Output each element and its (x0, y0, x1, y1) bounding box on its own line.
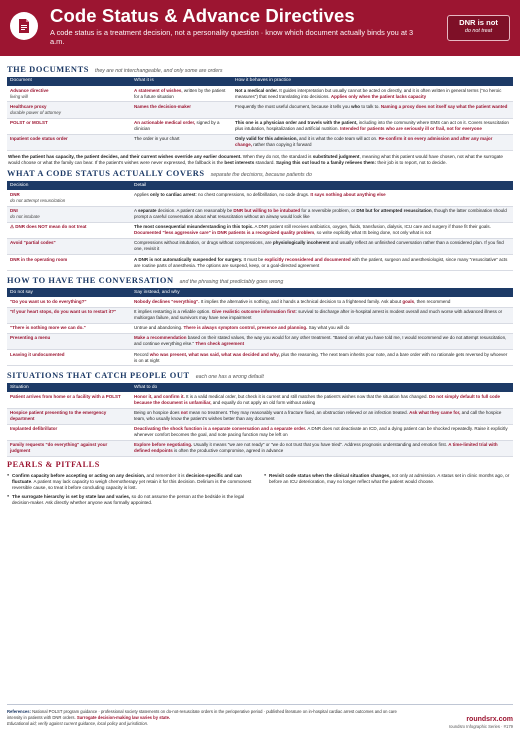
cell-text: and call the hospice team, who usually know the patient's wishes better than any document (134, 410, 502, 422)
pearl-item (7, 473, 256, 492)
table-cell (131, 333, 513, 349)
cell-text: and it is what the code team will act on. (297, 136, 379, 142)
cell-text: based on their stated values, the way you would for any other treatment. (186, 335, 333, 341)
cell-text: rather than copying it forward (252, 142, 312, 148)
row-sublabel: do not intubate (10, 214, 40, 220)
cell-text: An actionable medical order, (134, 120, 196, 126)
row-label: Inpatient code status order (10, 136, 68, 142)
document-icon (10, 12, 38, 40)
note-text: standard. (254, 160, 276, 166)
table-row (7, 255, 513, 271)
table-row (7, 102, 513, 118)
cell-text: explicitly reconsidered and documented (264, 256, 351, 262)
cell-text: Intended for patients who are seriously ill or frail, not for everyone (340, 126, 482, 132)
table-cell (131, 206, 513, 222)
table-cell (131, 424, 513, 440)
cell-text: : survival to discharge after in-hospital arrest is modest overall and much worse with advanced illness or multiorgan failure, and survivors may have new impairment (134, 309, 503, 321)
cell-text: This one is a physician order and travels with the patient, (235, 120, 358, 126)
cell-text: , then recommend (414, 298, 451, 304)
cell-text: plus the reasoning. The next team inherits your note, and a bare order with no rationale gets reversed by whoever is on at night (134, 351, 508, 363)
table-cell (131, 392, 513, 408)
cell-text: A (134, 208, 139, 214)
references (7, 709, 402, 730)
section-heading: WHAT A CODE STATUS ACTUALLY COVERS (7, 169, 205, 179)
section-heading: THE DOCUMENTS (7, 65, 90, 74)
cell-text: goals (402, 298, 415, 304)
dnr-callout-badge (447, 15, 510, 41)
cell-text: Re-confirm it on every admission and after any major change, (235, 136, 493, 148)
pearl-item (264, 473, 513, 485)
table-row (7, 86, 513, 102)
table-cell (7, 323, 131, 333)
row-label: Avoid "partial codes" (10, 240, 56, 246)
cell-text: There is always symptom control, presence and planning. (183, 325, 308, 331)
cell-text: and equally do not apply an old form without asking (211, 399, 316, 405)
page-subtitle: A code status is a treatment decision, not a personality question · know which document actually binds you at 3 a.m. (50, 28, 414, 47)
section-subheading: each one has a wrong default (195, 374, 264, 381)
header-banner (0, 0, 520, 56)
column-header: How it behaves in practice (232, 77, 513, 86)
situation-label: Patient arrives from home or a facility with a POLST (10, 394, 121, 399)
section-heading: SITUATIONS THAT CATCH PEOPLE OUT (7, 371, 190, 381)
cell-text: It must be (242, 256, 265, 262)
cell-text: Deactivating the shock function is a separate conversation and a separate order. (134, 426, 307, 432)
cell-text: , though the latter combination should prompt a careful conversation about what resuscitation without an airway would look like (134, 208, 507, 220)
cell-text: who was present, what was said, what was decided and why, (149, 351, 280, 357)
table-row (7, 350, 513, 366)
table-cell (7, 134, 131, 150)
cell-text: only to cardiac arrest (150, 192, 196, 197)
covers-table (7, 181, 513, 271)
cell-text: A time-limited trial with defined endpoints (134, 442, 498, 454)
cell-text: Names the decision-maker (134, 103, 192, 109)
table-cell (232, 102, 513, 118)
table-cell (7, 424, 131, 440)
table-row (7, 134, 513, 150)
cell-text: , so write explicitly what IS being done, not only what is not (314, 230, 432, 236)
cell-text: Applies only when the patient lacks capacity (330, 93, 427, 99)
table-cell (131, 307, 513, 323)
cell-text: Ask what they came for, (409, 410, 461, 416)
table-row (7, 323, 513, 333)
column-header: What to do (131, 383, 513, 392)
pearl-item (7, 494, 256, 506)
cell-text: Then check agreement (195, 341, 245, 347)
cell-text: Revisit code status when the clinical situation changes, (269, 472, 391, 478)
cell-text: decision. A patient can reasonably be (156, 208, 234, 214)
cell-text: "Based on what you have told me, I would recommend we do not attempt resuscitation, and continue everything else." (134, 335, 507, 347)
column-header: Do not say (7, 288, 131, 297)
cell-text: DNI but for attempted resuscitation (356, 208, 432, 214)
cell-text: for a reversible problem, or (300, 208, 357, 214)
note-text: When they do not, the standard is (241, 153, 313, 159)
table-cell (131, 323, 513, 333)
table-cell (131, 134, 232, 150)
section-subheading: they are not interchangeable, and only some are orders (95, 68, 223, 74)
column-header: Situation (7, 383, 131, 392)
table-cell (7, 440, 131, 456)
branding (449, 709, 513, 730)
table-cell (232, 118, 513, 134)
table-row (7, 408, 513, 424)
table-cell (7, 255, 131, 271)
note-bold: Saying this out loud to a family relieves them: (275, 160, 377, 166)
table-cell (7, 86, 131, 102)
table-row (7, 440, 513, 456)
cell-text: Honor it, and confirm it. (134, 394, 185, 399)
cell-text: The order in your chart (134, 136, 180, 142)
table-cell (131, 86, 232, 102)
section-heading: PEARLS & PITFALLS (7, 460, 100, 470)
row-sublabel: living will (10, 93, 28, 99)
row-label: DNI (10, 208, 18, 214)
column-header: What it is (131, 77, 232, 86)
table-cell (131, 222, 513, 238)
table-cell (7, 118, 131, 134)
conversation-table (7, 288, 513, 366)
section-documents-title (7, 64, 513, 75)
table-cell (7, 238, 131, 254)
table-cell (7, 190, 131, 206)
cell-text: to talk to. (360, 103, 381, 109)
cell-text: Make a recommendation (134, 335, 187, 341)
cell-text: Record (134, 351, 150, 357)
capacity-note (8, 154, 512, 166)
table-row (7, 222, 513, 238)
table-cell (7, 297, 131, 307)
cell-text: Being on hospice does (134, 410, 181, 416)
warning-icon: ⚠ (10, 224, 16, 230)
table-cell (131, 350, 513, 366)
cell-text: Naming a proxy does not itself say what the patient wanted (380, 103, 508, 109)
cell-text: The most consequential misunderstanding in this topic. (134, 224, 254, 230)
table-row (7, 118, 513, 134)
cell-text: It says nothing about anything else (310, 192, 386, 197)
cell-text: Nobody declines "everything". (134, 298, 200, 304)
table-cell (131, 297, 513, 307)
table-cell (232, 86, 513, 102)
cell-text: . A patient may lack capacity to weigh chemotherapy yet retain it for this decision. Delirium is the commonest reversible cause, so treat it before concluding capacity is lost. (12, 479, 252, 491)
cell-text: : no chest compressions, no defibrillation, no code drugs. (195, 192, 311, 197)
note-text: their job is to report, not to decide. (376, 160, 447, 166)
table-cell (7, 307, 131, 323)
cell-text: Usually it means "we are not ready" or "we do not trust that you have tried". Address prognosis understanding and emotion first. (192, 442, 449, 448)
table-cell (7, 408, 131, 424)
section-situations-title (7, 370, 513, 381)
row-label: POLST or MOLST (10, 120, 48, 126)
cell-text: with the patient, surgeon and anesthesiologist, since many "resuscitative" acts are routine parts of anesthesia. The options are suspend, keep, or a goal-directed agreement (134, 256, 508, 268)
cell-text: , written by the patient for a future situation (134, 87, 226, 99)
column-header: Say instead, and why (131, 288, 513, 297)
section-heading: HOW TO HAVE THE CONVERSATION (7, 276, 174, 286)
table-row (7, 307, 513, 323)
column-header: Decision (7, 181, 131, 190)
situations-table (7, 383, 513, 457)
row-label: Advance directive (10, 87, 49, 93)
cell-text: It implies restarting is a reliable option. (134, 309, 212, 315)
column-header: Document (7, 77, 131, 86)
site-link[interactable]: roundsrx.com (466, 716, 513, 724)
cell-text: Untrue and abandoning. (134, 325, 184, 331)
situation-label: Hospice patient presenting to the emergency department (10, 410, 107, 422)
cell-text: It is a valid medical order, but check it is current and still matches the patient's wishes now that the situation has changed. (184, 394, 429, 399)
table-cell (131, 190, 513, 206)
cell-text: Not a medical order. (235, 87, 279, 93)
table-cell (131, 238, 513, 254)
cell-text: including into the community where EMS can act on it. Covers resuscitation plus intubation, hospitalization and artificial nutrition. (235, 120, 509, 132)
cell-text: Give realistic outcome information first (211, 309, 296, 315)
series-label: roundsrx Infographic Series · #179 (448, 724, 513, 730)
situation-label: Implanted defibrillator (10, 426, 58, 432)
section-covers-title (7, 168, 513, 179)
cell-text: is often the productive compromise, agreed in advance (172, 448, 284, 454)
cell-text: A DNR is not automatically suspended for surgery. (134, 256, 243, 262)
table-row (7, 238, 513, 254)
pearls-column-left (7, 473, 256, 509)
cell-text: not (180, 410, 188, 416)
table-cell (7, 206, 131, 222)
cell-text: Documented "less aggressive care" in DNR patients is a recognized quality problem (134, 230, 315, 236)
table-row (7, 190, 513, 206)
cell-text: Confirm capacity before accepting or acting on any decision, (12, 472, 146, 478)
table-cell (7, 333, 131, 349)
section-subheading: and the phrasing that predictably goes wrong (179, 279, 284, 286)
cell-text: Do not simply default to full code because the document is unfamiliar, (134, 394, 501, 405)
cell-text: It guides interpretation but usually cannot be acted on directly, and it is often written in general terms ("no heroic measures") that need translating into decisions. (235, 87, 502, 99)
cell-text: Applies (134, 192, 151, 197)
cell-text: mean no treatment. They may reasonably want a fracture fixed, an obstruction relieved or an infection treated. (187, 410, 410, 416)
table-cell (131, 255, 513, 271)
table-row (7, 424, 513, 440)
cell-text: A DNR does not deactivate an ICD, and a dying patient can be shocked repeatedly. Raise it explicitly whenever comfort becomes the goal, and note pacing function may be left on (134, 426, 508, 438)
row-sublabel: do not attempt resuscitation (10, 197, 66, 203)
table-cell (131, 440, 513, 456)
cell-text: The surrogate hierarchy is set by state law and varies, (12, 494, 131, 500)
table-cell (7, 102, 131, 118)
table-row (7, 392, 513, 408)
table-cell (7, 222, 131, 238)
column-header: Detail (131, 181, 513, 190)
cell-text: Compressions without intubation, or drugs without compressions, are (134, 240, 273, 246)
row-label: DNR in the operating room (10, 256, 68, 262)
cell-text: physiologically incoherent (272, 240, 330, 246)
cell-text: not only at admission. A status set in clinic months ago, or before an ICU deterioration, may no longer reflect what the patient would choose. (269, 472, 510, 485)
cell-text: decision-specific and can fluctuate (12, 472, 242, 485)
phrase-to-avoid: Leaving it undocumented (10, 351, 65, 357)
table-cell (7, 350, 131, 366)
badge-line-1: DNR is not (459, 18, 498, 27)
cell-text: A statement of wishes (134, 87, 182, 93)
cell-text: It implies the alternative is nothing, and it hands a technical decision to a frightened family. Ask about (199, 298, 403, 304)
situation-label: Family requests "do everything" against your judgment (10, 442, 108, 454)
section-conversation-title (7, 275, 513, 286)
table-cell (131, 408, 513, 424)
cell-text: and usually reflect an unfinished conversation rather than a considered plan. If you find one, revisit it (134, 240, 504, 252)
cell-text: who (351, 103, 361, 109)
cell-text: DNR but willing to be intubated (233, 208, 301, 214)
row-sublabel: durable power of attorney (10, 109, 62, 115)
cell-text: Only valid for this admission, (235, 136, 298, 142)
table-cell (131, 118, 232, 134)
table-row (7, 297, 513, 307)
badge-line-2: do not treat (464, 28, 493, 34)
table-row (7, 206, 513, 222)
row-label: Healthcare proxy (10, 103, 47, 109)
section-subheading: separate the decisions, because patients do (210, 172, 312, 179)
cell-text: Frequently the most useful document, because it tells you (235, 103, 352, 109)
references-highlight: Surrogate decision-making law varies by state. (76, 715, 171, 721)
phrase-to-avoid: Presenting a menu (10, 335, 51, 341)
table-cell (232, 134, 513, 150)
references-text: National POLST program guidance · professional society statements on do-not-resuscitate orders in the perioperative period · published literature on in-hospital cardiac arrest outcomes and on care intensity in patients with DNR orders. (7, 709, 397, 721)
disclaimer: Educational aid; verify against current guidance, local policy and jurisdiction. (7, 721, 149, 727)
table-cell (131, 102, 232, 118)
phrase-to-avoid: "There is nothing more we can do." (10, 325, 86, 331)
pearls-list (7, 473, 513, 509)
page-title: Code Status & Advance Directives (50, 5, 355, 26)
note-bold: substituted judgment (312, 153, 360, 159)
cell-text: so do not assume the person at the bedside is the legal decision-maker. Ask directly whether anyone was formally appointed. (12, 494, 245, 506)
row-label: DNR (10, 192, 20, 197)
note-bold: best interests (224, 160, 255, 166)
table-row (7, 333, 513, 349)
table-cell (7, 392, 131, 408)
phrase-to-avoid: "Do you want us to do everything?" (10, 298, 87, 304)
references-label: References: (7, 709, 31, 715)
note-bold: When the patient has capacity, the patient decides, and their current wishes override any earlier document. (8, 153, 242, 159)
cell-text: and remember it is (145, 472, 186, 478)
section-pearls-title (7, 460, 513, 471)
cell-text: Say what you will do (307, 325, 350, 331)
pearls-column-right (264, 473, 513, 509)
cell-text: separate (138, 208, 157, 214)
cell-text: Explore before negotiating. (134, 442, 193, 448)
footer (7, 704, 513, 730)
phrase-to-avoid: "If your heart stops, do you want us to restart it?" (10, 309, 117, 315)
note-text: , meaning what this patient would have chosen, not what the surrogate would choose or what the family can bear. If the patient's wishes were never expressed, the fallback is the (8, 153, 503, 166)
cell-text: A DNR patient still receives antibiotics, oxygen, fluids, transfusion, dialysis, ICU care and surgery if those fit their goals. (253, 224, 491, 230)
documents-table (7, 77, 513, 151)
row-label: DNR does NOT mean do not treat (15, 224, 87, 230)
cell-text: signed by a clinician (134, 120, 220, 132)
